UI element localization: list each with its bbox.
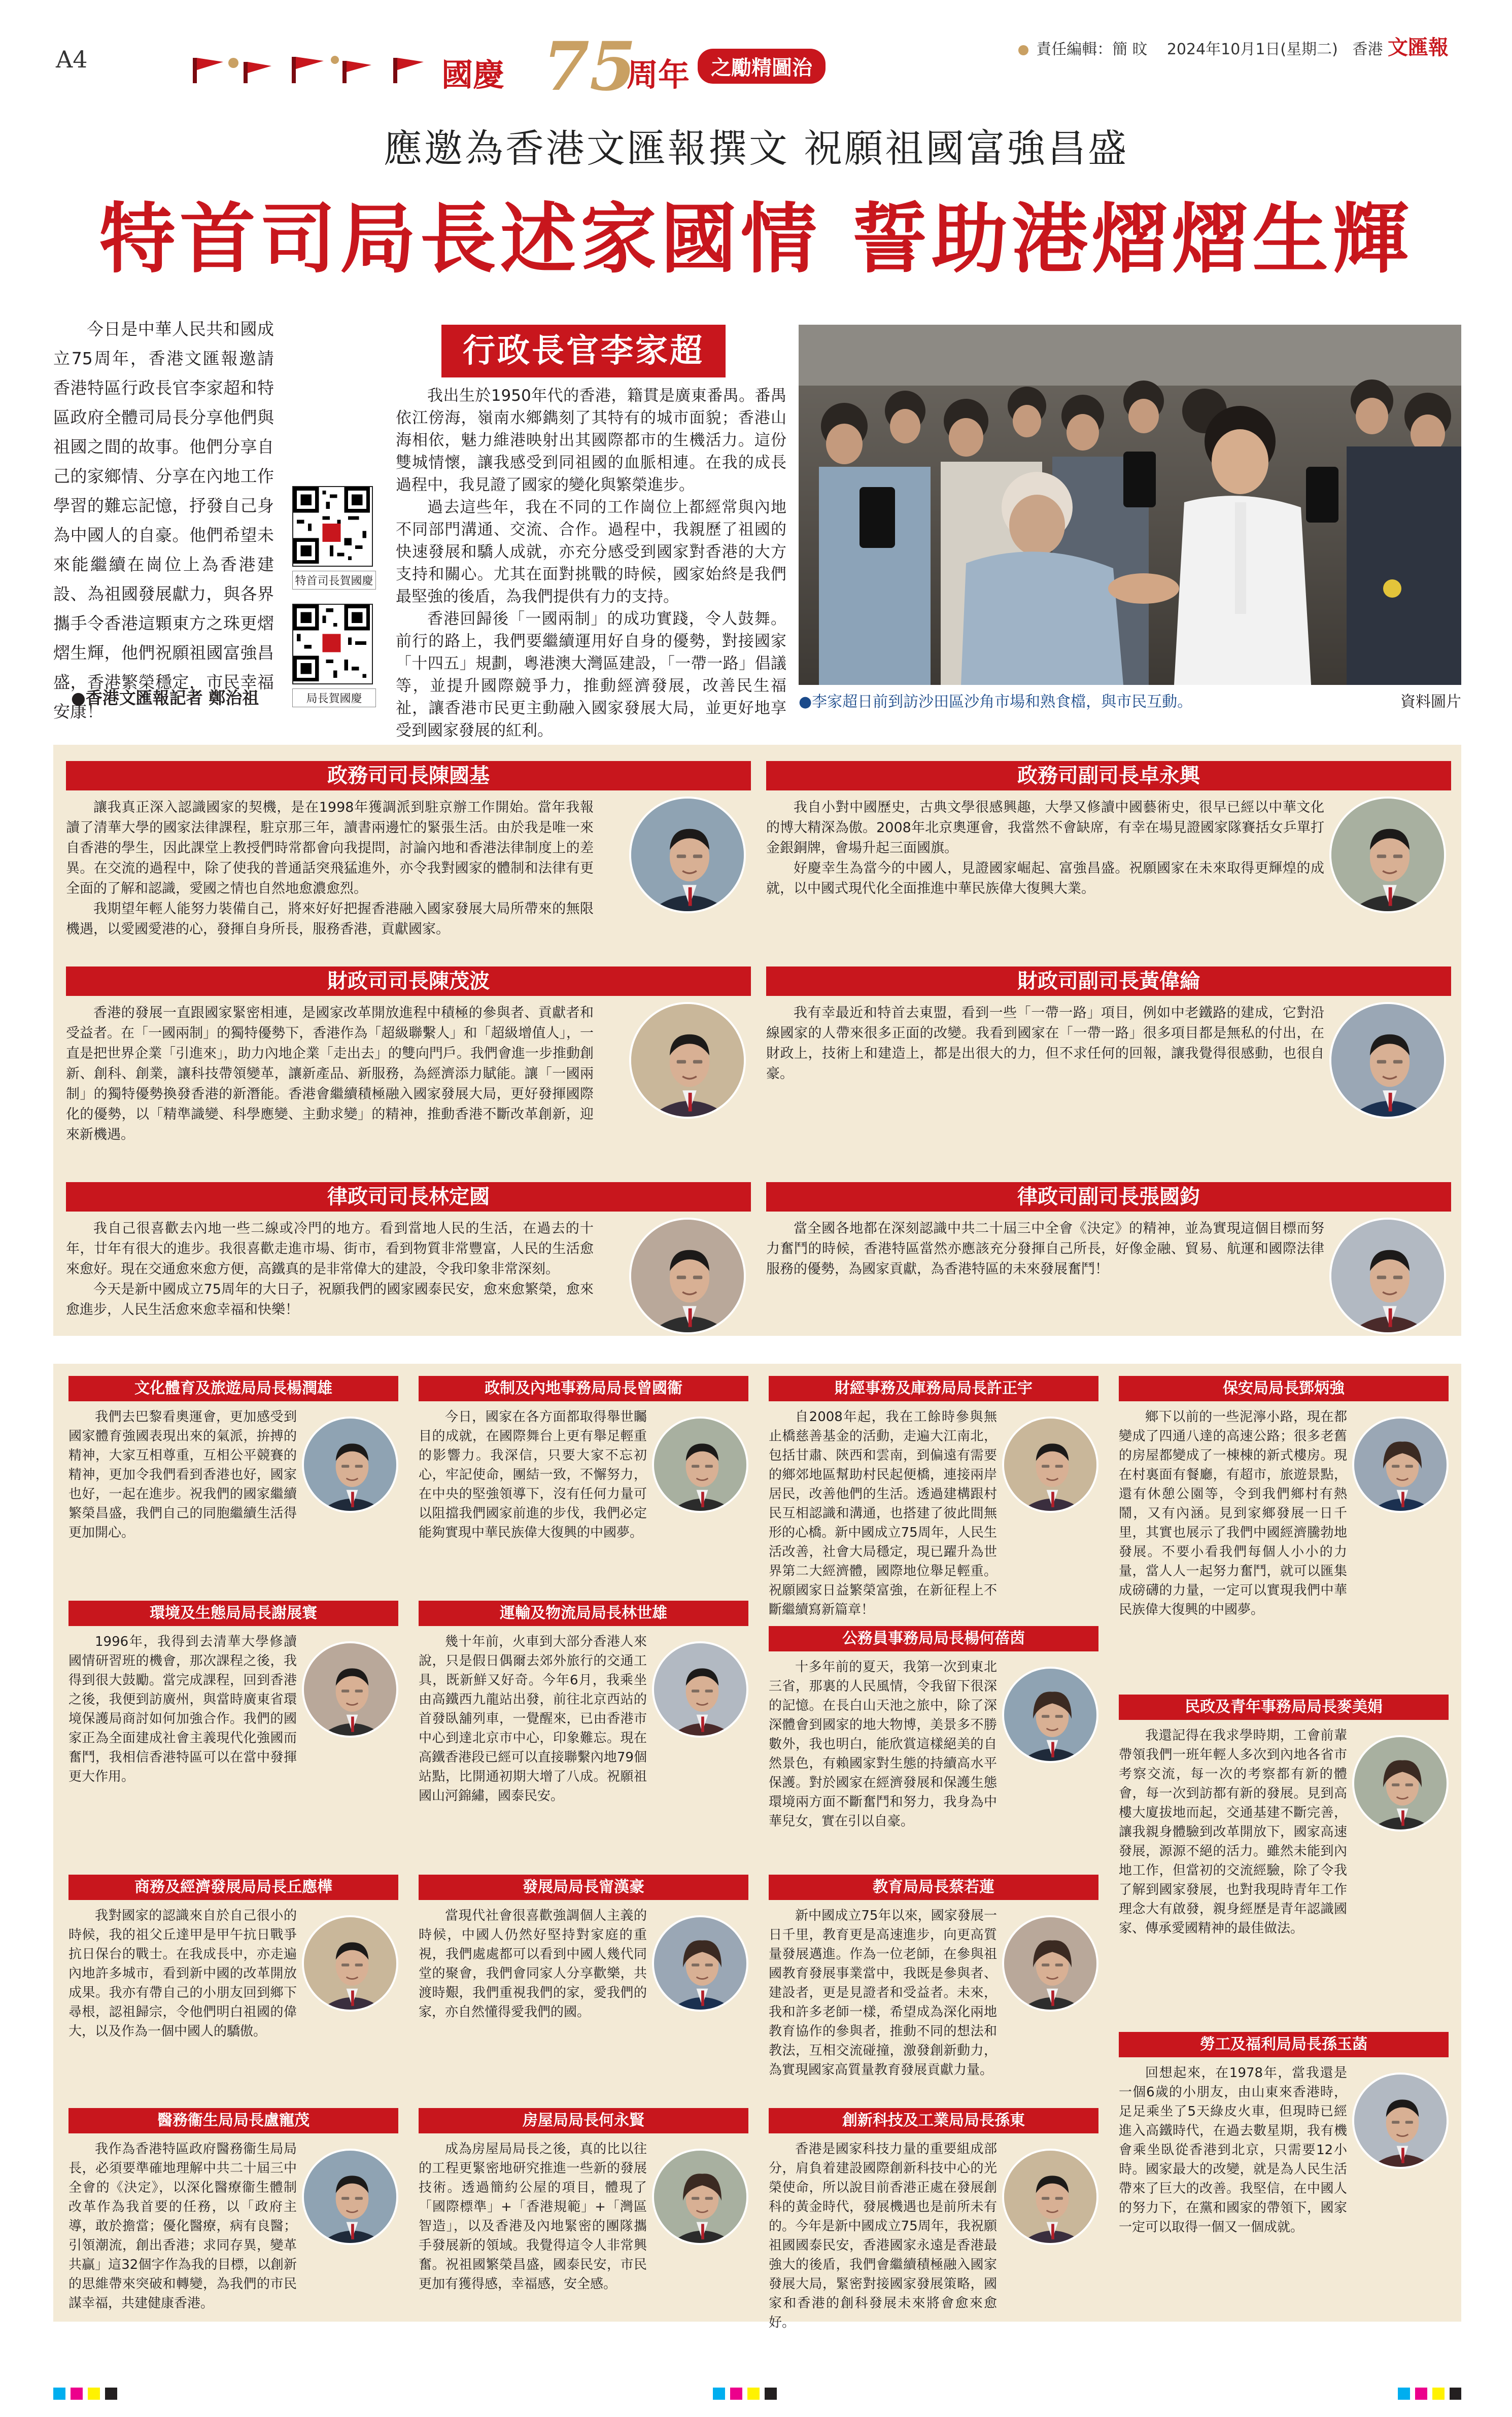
bureau-title: 保安局局長鄧炳強 <box>1119 1376 1449 1401</box>
bureau-paragraph: 新中國成立75年以來，國家發展一日千里，教育更是高速進步，向更高質量發展邁進。作為一位老師，在參與祖國教育發展事業當中，我既是參與者、建設者，更是見證者和受益者。未來，我和許多老師一樣，希望成為深化兩地教育協作的參與者，推動不同的想法和教法，互相交流碰撞，激發創新動力，為實現國家高質量教育發展貢獻力量。 <box>769 1908 997 2078</box>
secretary-article <box>766 1219 1324 1280</box>
intro-paragraph: 今日是中華人民共和國成立75周年，香港文匯報邀請香港特區行政長官李家超和特區政府全體司局長分享他們與祖國之間的故事。他們分享自己的家鄉情、分享在內地工作學習的難忘記憶，抒發自己身為中國人的自豪。他們希望未來能繼續在崗位上為香港建設、為祖國發展獻力，與各界攜手令香港這顆東方之珠更熠熠生輝，他們祝願祖國富強昌盛，香港繁榮穩定，市民幸福安康！ <box>53 319 274 721</box>
bureau-paragraph: 回想起來，在1978年，當我還是一個6歲的小朋友，由山東來香港時，足足乘坐了5天綠皮火車，但現時已經進入高鐵時代，在過去數星期，我有機會乘坐臥從香港到北京，只需要12小時。國家最大的改變，就是為人民生活帶來了巨大的改善。我堅信，在中國人的努力下，在黨和國家的帶領下，國家一定可以取得一個又一個成就。 <box>1119 2065 1347 2235</box>
print-registration-bar <box>53 2385 1461 2405</box>
bureau-article <box>1119 2063 1347 2237</box>
editor-credit: 責任編輯：簡 旼 <box>1036 41 1148 58</box>
secretary-title: 政務司副司長卓永興 <box>766 761 1451 790</box>
theme-national-day: 國慶 <box>441 56 505 93</box>
bureau-secretary-portrait <box>302 1417 398 1513</box>
bureau-secretary-portrait <box>652 1915 748 2012</box>
bureau-article <box>68 1632 297 1786</box>
bureau-paragraph: 我對國家的認識來自於自己很小的時候，我的祖父丘達甲是甲午抗日戰爭抗日保台的戰士。在我成長中，亦走遍內地許多城市，看到新中國的改革開放成果。我亦有帶自己的小朋友回到鄉下尋根，認祖歸宗，令他們明白祖國的偉大，以及作為一個中國人的驕傲。 <box>68 1908 297 2039</box>
bureau-article <box>769 2139 997 2332</box>
bureau-paragraph: 自2008年起，我在工餘時參與無止橋慈善基金的活動，走遍大江南北，包括甘肅、陝西和雲南，到偏遠有需要的鄉郊地區幫助村民起便橋，連接兩岸居民，改善他們的生活。透過建構跟村民互相認識和溝通，也搭建了彼此間無形的心橋。新中國成立75周年，人民生活改善，社會大局穩定，現已躍升為世界第二大經濟體，國際地位舉足輕重。祝願國家日益繁榮富強，在新征程上不斷繼續寫新篇章！ <box>769 1409 997 1617</box>
bureau-secretary-portrait <box>652 2149 748 2245</box>
bureau-paragraph: 十多年前的夏天，我第一次到東北三省，那裏的人民風情，令我留下很深的記憶。在長白山天池之旅中，除了深深體會到國家的地大物博，美景多不勝數外，我也明白，能欣賞這樣絕美的自然景色，有賴國家對生態的持續高水平保護。對於國家在經濟發展和保護生態環境兩方面不斷奮鬥和努力，我身為中華兒女，實在引以自豪。 <box>769 1660 997 1829</box>
secretary-article <box>66 798 594 940</box>
page-meta <box>1018 31 1449 60</box>
bureau-title: 房屋局局長何永賢 <box>419 2108 748 2133</box>
ce-market-photo <box>799 325 1461 685</box>
bureau-title: 教育局局長蔡若蓮 <box>769 1875 1098 1900</box>
photo-credit: 資料圖片 <box>1400 693 1461 711</box>
bureau-title: 文化體育及旅遊局局長楊潤雄 <box>68 1376 398 1401</box>
bureau-secretary-portrait <box>652 1417 748 1513</box>
secretary-paragraph: 好慶幸生為當今的中國人，見證國家崛起、富強昌盛。祝願國家在未來取得更輝煌的成就，以中國式現代化全面推進中華民族偉大復興大業。 <box>766 860 1324 896</box>
bureau-secretary-portrait <box>1002 1417 1098 1513</box>
bullet-dot-icon <box>1018 45 1028 55</box>
theme-series-tag: 之勵精圖治 <box>698 49 826 84</box>
theme-anniversary: 周年 <box>627 56 690 93</box>
bureau-secretary-portrait <box>652 1641 748 1738</box>
bureau-secretary-portrait <box>302 2149 398 2245</box>
secretary-article <box>66 1219 594 1320</box>
bureau-title: 政制及內地事務局局長曾國衞 <box>419 1376 748 1401</box>
secretary-article <box>766 1003 1324 1084</box>
bureau-article <box>419 1906 647 2022</box>
photo-caption-text: ●李家超日前到訪沙田區沙角市場和熟食檔，與市民互動。 <box>799 693 1193 711</box>
photo-caption <box>799 689 1461 711</box>
secretary-title: 財政司司長陳茂波 <box>66 966 751 996</box>
bureau-paragraph: 成為房屋局局長之後，真的比以往的工程更緊密地研究推進一些新的發展技術。透過簡約公屋的項目，體現了「國際標準」+「香港規範」+「灣區智造」，以及香港及內地緊密的團隊攜手發展新的領域。我覺得這令人非常興奮。祝祖國繁榮昌盛，國泰民安，市民更加有獲得感，幸福感，安全感。 <box>419 2142 647 2292</box>
bureau-secretary-portrait <box>302 1641 398 1738</box>
bureau-article <box>419 2139 647 2294</box>
secretary-paragraph: 我期望年輕人能努力裝備自己，將來好好把握香港融入國家發展大局所帶來的無限機遇，以愛國愛港的心，發揮自身所長，服務香港，貢獻國家。 <box>66 901 594 937</box>
bureau-title: 民政及青年事務局局長麥美娟 <box>1119 1695 1449 1720</box>
secretary-article <box>66 1003 594 1145</box>
secretary-paragraph: 香港的發展一直跟國家緊密相連，是國家改革開放進程中積極的參與者、貢獻者和受益者。在「一國兩制」的獨特優勢下，香港作為「超級聯繫人」和「超級增值人」，一直是把世界企業「引進來」，助力內地企業「走出去」的雙向門戶。我們會進一步推動創新、創科、創業，讓科技帶領變革，讓新產品、新服務，為經濟添力賦能。讓「一國兩制」的獨特優勢換發香港的新潛能。香港會繼續積極融入國家發展大局，更好發揮國際化的優勢，以「精準識變、科學應變、主動求變」的精神，推動香港不斷改革創新，迎來新機遇。 <box>66 1005 594 1143</box>
qr-caption: 特首司長賀國慶 <box>292 571 376 590</box>
ce-paragraph: 過去這些年，我在不同的工作崗位上都經常與內地不同部門溝通、交流、合作。過程中，我親歷了祖國的快速發展和驕人成就，亦充分感受到國家對香港的大方支持和關心。尤其在面對挑戰的時候，國家始終是我們最堅強的後盾，為我們提供有力的支持。 <box>396 498 786 606</box>
qr-caption: 局長賀國慶 <box>292 688 376 707</box>
subheadline: 應邀為香港文匯報撰文 祝願祖國富強昌盛 <box>383 126 1129 171</box>
bureau-paragraph: 我們去巴黎看奧運會，更加感受到國家體育強國表現出來的氣派，拚搏的精神，大家互相尊重，互相公平競賽的精神，更加令我們看到香港也好，國家也好，一起在進步。祝我們的國家繼續繁榮昌盛，我們自己的同胞繼續生活得更加開心。 <box>68 1409 297 1540</box>
secretary-portrait <box>1329 1002 1446 1119</box>
secretary-title: 政務司司長陳國基 <box>66 761 751 790</box>
secretary-paragraph: 我有幸最近和特首去東盟，看到一些「一帶一路」項目，例如中老鐵路的建成，它對沿線國家的人帶來很多正面的改變。我看到國家在「一帶一路」很多項目都是無私的付出，在財政上，技術上和建造上，都是出很大的力，但不求任何的回報，讓我覺得很感動，也很自豪。 <box>766 1005 1324 1082</box>
bureau-title: 財經事務及庫務局局長許正宇 <box>769 1376 1098 1401</box>
bureau-paragraph: 我還記得在我求學時期，工會前輩帶領我們一班年輕人多次到內地各省市考察交流，每一次的考察都有新的體會，每一次到訪都有新的發展。見到高樓大廈拔地而起，交通基建不斷完善，讓我親身體驗到改革開放下，國家高速發展，源源不絕的活力。雖然未能到內地工作，但當初的交流經驗，除了令我了解到國家發展，也對我現時青年工作理念大有啟發，親身經歷是青年認識國家、傳承愛國精神的最佳做法。 <box>1119 1728 1347 1936</box>
anniversary-theme-banner <box>441 27 898 106</box>
headline: 特首司局長述家國情 誓助港熠熠生輝 <box>99 194 1413 284</box>
secretary-portrait <box>1329 797 1446 913</box>
secretary-title: 財政司副司長黃偉綸 <box>766 966 1451 996</box>
bureau-title: 勞工及福利局局長孫玉菡 <box>1119 2032 1449 2057</box>
paper-location: 香港 <box>1352 41 1383 58</box>
secretary-portrait <box>629 797 746 913</box>
bureau-paragraph: 香港是國家科技力量的重要組成部分，肩負着建設國際創新科技中心的光榮使命，所以說目前香港正處在發展創科的黃金時代，發展機遇也是前所未有的。今年是新中國成立75周年，我祝願祖國國泰民安，香港國家永遠是香港最強大的後盾，我們會繼續積極融入國家發展大局，緊密對接國家發展策略，國家和香港的創科發展未來將會愈來愈好。 <box>769 2142 997 2330</box>
bureau-article <box>68 1407 297 1542</box>
secretary-paragraph: 我自小對中國歷史，古典文學很感興趣，大學又修讀中國藝術史，很早已經以中華文化的博大精深為傲。2008年北京奧運會，我當然不會缺席，有幸在場見證國家隊賽括女乒單打金銀銅牌，會場升起三面國旗。 <box>766 800 1324 856</box>
bureau-secretary-portrait <box>1352 1417 1449 1513</box>
bureau-article <box>769 1658 997 1831</box>
bureau-secretary-portrait <box>1002 1667 1098 1763</box>
page-number: A4 <box>56 46 88 73</box>
qr-code-icon <box>292 486 373 567</box>
bureau-secretary-portrait <box>1002 2149 1098 2245</box>
qr-code-icon <box>292 604 373 684</box>
ce-section-title: 行政長官李家超 <box>441 325 726 377</box>
bureau-title: 公務員事務局局長楊何蓓茵 <box>769 1626 1098 1651</box>
reporter-byline: ●香港文匯報記者 鄭治祖 <box>71 688 259 708</box>
bureau-article <box>769 1407 997 1619</box>
secretary-portrait <box>629 1218 746 1334</box>
secretary-portrait <box>1329 1218 1446 1334</box>
bureau-paragraph: 鄉下以前的一些泥濘小路，現在都變成了四通八達的高速公路；很多老舊的房屋都變成了一棟棟的新式樓房。現在村裏面有餐廳，有超市，旅遊景點，還有休憩公園等，令到我們鄉村有熱鬧，又有內涵。見到家鄉發展一日千里，其實也展示了我們中國經濟騰勃地發展。不要小看我們每個人小小的力量，當人人一起努力奮鬥，就可以匯集成磅礴的力量，一定可以實現我們中華民族偉大復興的中國夢。 <box>1119 1409 1347 1617</box>
secretary-paragraph: 當全國各地都在深刻認識中共二十屆三中全會《決定》的精神，並為實現這個目標而努力奮鬥的時候，香港特區當然亦應該充分發揮自己所長，好像金融、貿易、航運和國際法律服務的優勢，為國家貢獻，為香港特區的未來發展奮鬥！ <box>766 1221 1324 1277</box>
secretary-title: 律政司司長林定國 <box>66 1182 751 1212</box>
bureau-article <box>1119 1407 1347 1619</box>
bureau-title: 運輸及物流局局長林世雄 <box>419 1601 748 1626</box>
flags-decoration <box>188 53 436 83</box>
bureau-article <box>68 2139 297 2313</box>
bureau-paragraph: 我作為香港特區政府醫務衞生局局長，必須要準確地理解中共二十屆三中全會的《決定》，以深化醫療衞生體制改革作為我首要的任務，以「政府主導，敢於擔當；優化醫療，病有良醫；引領潮流，創出香港；求同存異，變革共贏」這32個字作為我的目標，以創新的思維帶來突破和轉變，為我們的市民謀幸福，共建健康香港。 <box>68 2142 297 2311</box>
bureau-title: 環境及生態局局長謝展寰 <box>68 1601 398 1626</box>
bureau-paragraph: 幾十年前，火車到大部分香港人來說，只是假日偶爾去郊外旅行的交通工具，既新鮮又好奇。今年6月，我乘坐由高鐵西九龍站出發，前往北京西站的首發臥舖列車，一覺醒來，已由香港市中心到達北京市中心，印象難忘。現在高鐵香港段已經可以直接聯繫內地79個站點，比開通初期大增了八成。祝願祖國山河錦繡，國泰民安。 <box>419 1634 647 1804</box>
secretary-paragraph: 讓我真正深入認識國家的契機，是在1998年獲調派到駐京辦工作開始。當年我報讀了清華大學的國家法律課程，駐京那三年，讀書兩邊忙的緊張生活。由於我是唯一來自香港的學生，因此課堂上教授們時常都會向我提問，討論內地和香港法律制度上的差異。在交流的過程中，除了使我的普通話突飛猛進外，亦令我對國家的體制和法律有更全面的了解和認識，愛國之情也自然地愈濃愈烈。 <box>66 800 594 896</box>
bureau-title: 創新科技及工業局局長孫東 <box>769 2108 1098 2133</box>
bureau-secretary-portrait <box>1352 2073 1449 2169</box>
qr-code-chief-secretaries[interactable] <box>292 486 376 590</box>
paper-logo: 文匯報 <box>1388 36 1449 59</box>
bureau-paragraph: 當現代社會很喜歡強調個人主義的時候，中國人仍然好堅持對家庭的重視，我們處處都可以看到中國人幾代同堂的聚會，我們會同家人分享歡樂，共渡時艱，我們重視我們的家，愛我們的家，亦自然懂得愛我們的國。 <box>419 1908 647 2020</box>
theme-75: 75 <box>543 27 636 106</box>
bureau-article <box>769 1906 997 2080</box>
bureau-title: 商務及經濟發展局局長丘應樺 <box>68 1875 398 1900</box>
bureau-title: 醫務衞生局局長盧寵茂 <box>68 2108 398 2133</box>
bureau-article <box>1119 1726 1347 1938</box>
bureau-article <box>419 1407 647 1542</box>
bureau-title: 發展局局長甯漢豪 <box>419 1875 748 1900</box>
ce-paragraph: 香港回歸後「一國兩制」的成功實踐，令人鼓舞。前行的路上，我們要繼續運用好自身的優勢，對接國家「十四五」規劃，粵港澳大灣區建設，「一帶一路」倡議等，並提升國際競爭力，推動經濟發展，改善民生福祉，讓香港市民更主動融入國家發展大局，並更好地享受到國家發展的紅利。 <box>396 610 786 740</box>
ce-article <box>396 385 786 742</box>
bureau-paragraph: 1996年，我得到去清華大學修讀國情研習班的機會，那次課程之後，我得到很大鼓勵。當完成課程，回到香港之後，我便到訪廣州，與當時廣東省環境保護局商討如何加強合作。我們的國家正為全面建成社會主義現代化強國而奮鬥，我相信香港特區可以在當中發揮更大作用。 <box>68 1634 297 1784</box>
bureau-article <box>68 1906 297 2041</box>
issue-date: 2024年10月1日(星期二) <box>1166 41 1338 58</box>
bureau-secretary-portrait <box>1352 1735 1449 1832</box>
secretary-paragraph: 今天是新中國成立75周年的大日子，祝願我們的國家國泰民安，愈來愈繁榮，愈來愈進步，人民生活愈來愈幸福和快樂！ <box>66 1282 594 1318</box>
ce-paragraph: 我出生於1950年代的香港，籍貫是廣東番禺。番禺依江傍海，嶺南水鄉鐫刻了其特有的城市面貌；香港山海相依，魅力維港映射出其國際都市的生機活力。這份雙城情懷，讓我感受到同祖國的血脈相連。在我的成長過程中，我見證了國家的變化與繁榮進步。 <box>396 387 786 494</box>
secretary-portrait <box>629 1002 746 1119</box>
bureau-secretary-portrait <box>302 1915 398 2012</box>
bureau-article <box>419 1632 647 1806</box>
qr-code-bureau-secretaries[interactable] <box>292 604 376 707</box>
bureau-secretary-portrait <box>1002 1915 1098 2012</box>
bureau-paragraph: 今日，國家在各方面都取得舉世矚目的成就，在國際舞台上更有舉足輕重的影響力。我深信，只要大家不忘初心，牢記使命，團結一致，不懈努力，在中央的堅強領導下，沒有任何力量可以阻擋我們國家前進的步伐，我們必定能夠實現中華民族偉大復興的中國夢。 <box>419 1409 647 1540</box>
secretary-paragraph: 我自己很喜歡去內地一些二線或冷門的地方。看到當地人民的生活，在過去的十年，廿年有很大的進步。我很喜歡走進市場、街市，看到物質非常豐富，人民的生活愈來愈好。現在交通愈來愈方便，高鐵真的是非常偉大的建設，令我印象非常深刻。 <box>66 1221 594 1277</box>
secretary-title: 律政司副司長張國鈞 <box>766 1182 1451 1212</box>
secretary-article <box>766 798 1324 899</box>
